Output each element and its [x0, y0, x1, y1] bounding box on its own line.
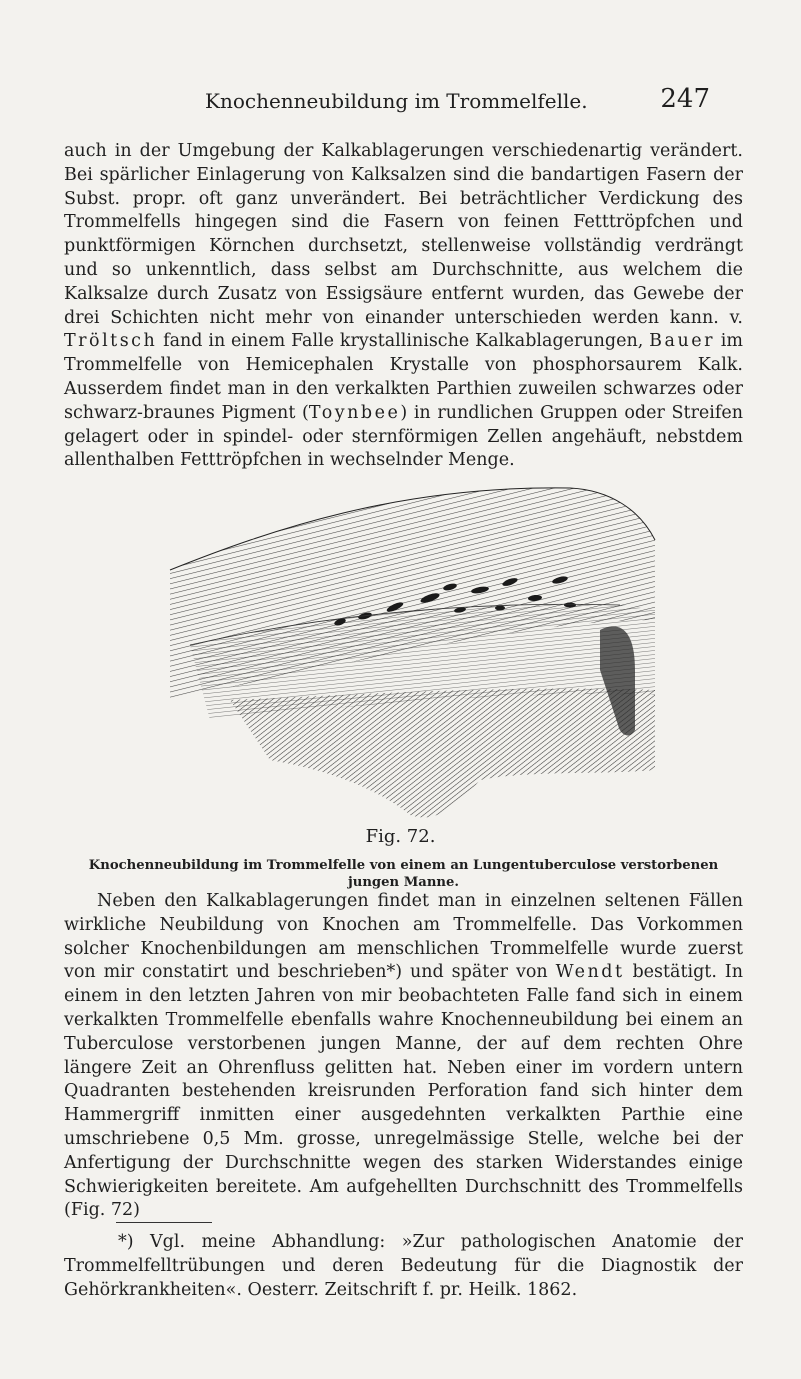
histology-illustration: [150, 470, 660, 822]
paragraph-2-text-b: bestätigt. In einem in den letzten Jahren von mir beobachteten Falle fand sich in einem verkalkten Trommelfelle ebenfalls wahre Knochenneubildung bei einem an Tuberculose verstorbenen jungen Manne, der auf dem rechten Ohre längere Zeit an Ohrenfluss gelitten hat. Neben einer im vordern untern Quadranten bestehenden kreisrunden Perforation fand sich hinter dem Hammergriff inmitten einer ausgedehnten verkalkten Parthie eine umschriebene 0,5 Mm. grosse, unregelmässige Stelle, welche bei der Anfertigung der Durchschnitte wegen des starken Widerstandes einige Schwierigkeiten bereitete. Am aufgehellten Durchschnitt des Trommelfells (Fig. 72): [64, 962, 743, 1221]
figure-label: Fig. 72.: [365, 826, 436, 847]
paragraph-2: [64, 890, 743, 1223]
author-name-troltsch: Tröltsch: [64, 331, 158, 352]
paragraph-1-text-b: fand in einem Falle krystallinische Kalkablagerungen,: [157, 331, 650, 352]
paragraph-1-text-a: auch in der Umgebung der Kalkablagerungen verschiedenartig verändert. Bei spärlicher Einlagerung von Kalksalzen sind die bandartigen Fasern der Subst. propr. oft ganz unverändert. Bei beträchtlicher Verdickung des Trommelfells hingegen sind die Fasern von feinen Fetttröpfchen und punktförmigen Körnchen durchsetzt, stellenweise vollständig verdrängt und so unkenntlich, dass selbst am Durchschnitte, aus welchem die Kalksalze durch Zusatz von Essigsäure entfernt wurden, das Gewebe der drei Schichten nicht mehr von einander unterschieden werden kann. v.: [64, 141, 743, 328]
paragraph-1: [64, 140, 743, 473]
footnote-divider: [116, 1222, 212, 1223]
page-number: 247: [660, 84, 710, 114]
paragraph-2-text-a: Neben den Kalkablagerungen findet man in einzelnen seltenen Fällen wirkliche Neubildung von Knochen am Trommelfelle. Das Vorkommen solcher Knochenbildungen am menschlichen Trommelfelle wurde zuerst von mir constatirt und beschrieben*) und später von: [64, 891, 743, 983]
paragraph-1-text-d: ) in rundlichen Gruppen oder Streifen gelagert oder in spindel- oder sternförmigen Zellen angehäuft, nebstdem allenthalben Fetttröpfchen in wechselnder Menge.: [64, 402, 743, 471]
paragraph-1-text-c: im Trommelfelle von Hemicephalen Krystalle von phosphorsaurem Kalk. Ausserdem findet man in den verkalkten Parthien zuweilen schwarzes oder schwarz-braunes Pigment (: [64, 331, 743, 423]
author-name-toynbee: Toynbee: [308, 402, 401, 423]
header-title: Knochenneubildung im Trommelfelle.: [205, 89, 588, 113]
footnote: [64, 1230, 743, 1302]
figure-caption: Knochenneubildung im Trommelfelle von einem an Lungentuberculose verstorbenen jungen Manne.: [88, 858, 719, 890]
author-name-bauer: Bauer: [649, 331, 715, 352]
author-name-wendt: Wendt: [555, 962, 625, 983]
running-header: [205, 86, 710, 116]
footnote-text: Vgl. meine Abhandlung: »Zur pathologischen Anatomie der Trommelfelltrübungen und deren Bedeutung für die Diagnostik der Gehörkrankheiten«. Oesterr. Zeitschrift f. pr. Heilk. 1862.: [64, 1232, 743, 1300]
footnote-mark: *): [118, 1232, 134, 1252]
